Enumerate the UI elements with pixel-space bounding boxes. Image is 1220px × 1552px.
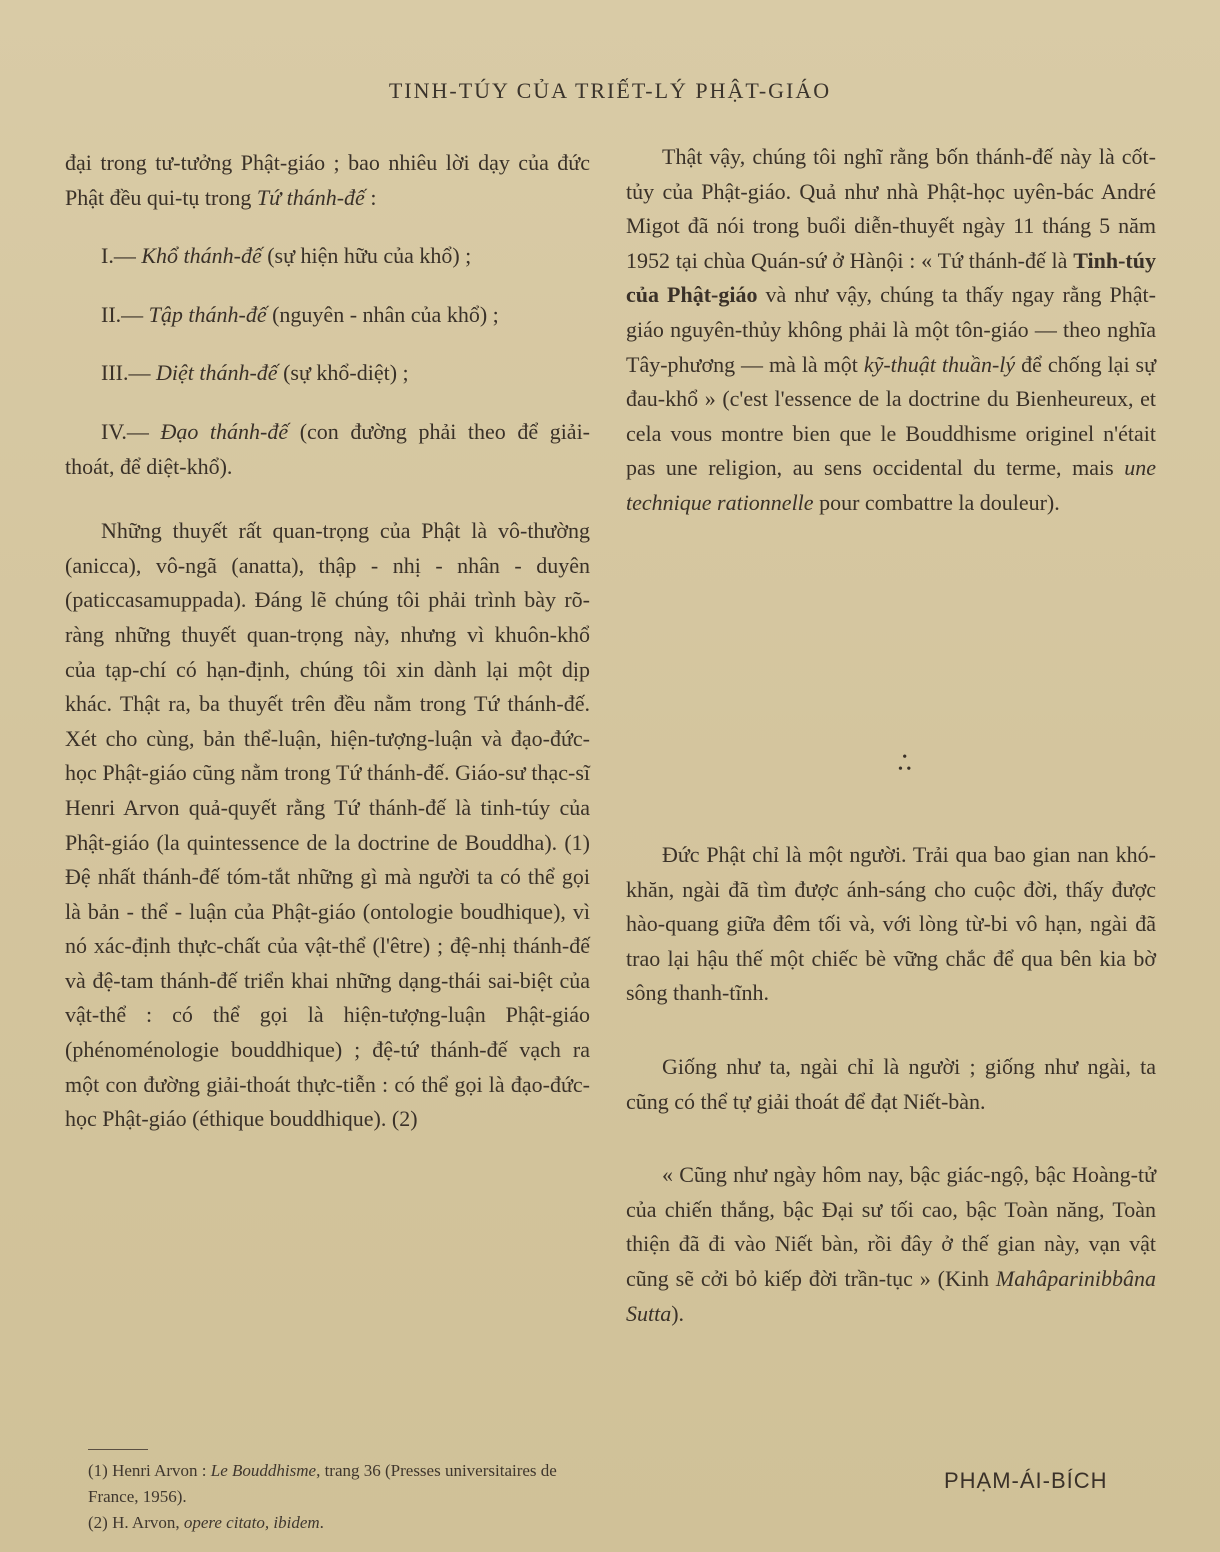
right-column-lower <box>626 838 1156 1331</box>
nirvana-paragraph: Giống như ta, ngài chỉ là người ; giống như ngài, ta cũng có thể tự giải thoát để đạt Niết-bàn. <box>626 1053 1156 1114</box>
footnote-2: (2) H. Arvon, opere citato, ibidem. <box>88 1513 324 1532</box>
left-column <box>65 146 590 1137</box>
footnote-rule <box>88 1449 148 1450</box>
truth-item: I.— Khổ thánh-đế (sự hiện hữu của khổ) ; <box>101 243 472 269</box>
truth-item: IV.— Đạo thánh-đế (con đường phải theo để giải-thoát, để diệt-khổ). <box>65 418 591 479</box>
right-column <box>626 140 1156 521</box>
bold-phrase: Tinh-túy của Phật-giáo <box>626 247 1156 308</box>
four-truths-term: Tứ thánh-đế <box>256 184 365 210</box>
author-signature: PHẠM-ÁI-BÍCH <box>944 1468 1108 1493</box>
section-separator: • • • <box>898 750 912 777</box>
buddha-paragraph: Đức Phật chỉ là một người. Trải qua bao gian nan khó-khăn, ngài đã tìm được ánh-sáng cho cuộc đời, thấy được hào-quang giữa đêm tối và, với lòng từ-bi vô hạn, ngài đã trao lại hậu thế một chiếc bè vững chắc để qua bên kia bờ sông thanh-tĩnh. <box>626 842 1156 1006</box>
footnotes <box>88 1458 588 1536</box>
truth-item: II.— Tập thánh-đế (nguyên - nhân của khổ) ; <box>101 301 499 327</box>
truth-item: III.— Diệt thánh-đế (sự khổ-diệt) ; <box>101 360 409 386</box>
migot-quote-paragraph: Thật vậy, chúng tôi nghĩ rằng bốn thánh-đế này là cốt-tủy của Phật-giáo. Quả như nhà Phật-học uyên-bác André Migot đã nói trong buổi diễn-thuyết ngày 11 tháng 5 năm 1952 tại chùa Quán-sứ ở Hànội : « Tứ thánh-đế là Tinh-túy của Phật-giáo và như vậy, chúng ta thấy ngay rằng Phật-giáo nguyên-thủy không phải là một tôn-giáo — theo nghĩa Tây-phương — mà là một kỹ-thuật thuần-lý để chống lại sự đau-khổ » (c'est l'essence de la doctrine du Bienheureux, et cela vous montre bien que le Bouddhisme originel n'était pas une religion, au sens occidental du terme, mais une technique rationnelle pour combattre la douleur). <box>626 144 1156 515</box>
main-paragraph: Những thuyết rất quan-trọng của Phật là vô-thường (anicca), vô-ngã (anatta), thập - nhị - nhân - duyên (paticcasamuppada). Đáng lẽ chúng tôi phải trình bày rõ-ràng những thuyết quan-trọng này, nhưng vì khuôn-khổ của tạp-chí có hạn-định, chúng tôi xin dành lại một dịp khác. Thật ra, ba thuyết trên đều nằm trong Tứ thánh-đế. Xét cho cùng, bản thể-luận, hiện-tượng-luận và đạo-đức-học Phật-giáo cũng nằm trong Tứ thánh-đế. Giáo-sư thạc-sĩ Henri Arvon quả-quyết rằng Tứ thánh-đế là tinh-túy của Phật-giáo (la quintessence de la doctrine de Bouddha). (1) Đệ nhất thánh-đế tóm-tắt những gì mà người ta có thể gọi là bản - thể - luận của Phật-giáo (ontologie boudhique), vì nó xác-định thực-chất của vật-thể (l'être) ; đệ-nhị thánh-đế và đệ-tam thánh-đế triển khai những dạng-thái sai-biệt của vật-thể : có thể gọi là hiện-tượng-luận Phật-giáo (phénoménologie bouddhique) ; đệ-tứ thánh-đế vạch ra một con đường giải-thoát thực-tiễn : có thể gọi là đạo-đức-học Phật-giáo (éthique bouddhique). (2) <box>65 518 590 1132</box>
footnote-1: (1) Henri Arvon : Le Bouddhisme, trang 36 (Presses universitaires de France, 1956). <box>88 1461 557 1506</box>
running-header: TINH-TÚY CỦA TRIẾT-LÝ PHẬT-GIÁO <box>388 78 832 103</box>
intro-paragraph: đại trong tư-tưởng Phật-giáo ; bao nhiêu lời dạy của đức Phật đều qui-tụ trong Tứ thánh-đế : <box>65 150 590 210</box>
sutta-quote-paragraph: « Cũng như ngày hôm nay, bậc giác-ngộ, bậc Hoàng-tử của chiến thắng, bậc Đại sư tối cao, bậc Toàn năng, Toàn thiện đã đi vào Niết bàn, rồi đây ở thế gian này, vạn vật cũng sẽ cởi bỏ kiếp đời trần-tục » (Kinh Mahâparinibbâna Sutta). <box>626 1162 1156 1326</box>
